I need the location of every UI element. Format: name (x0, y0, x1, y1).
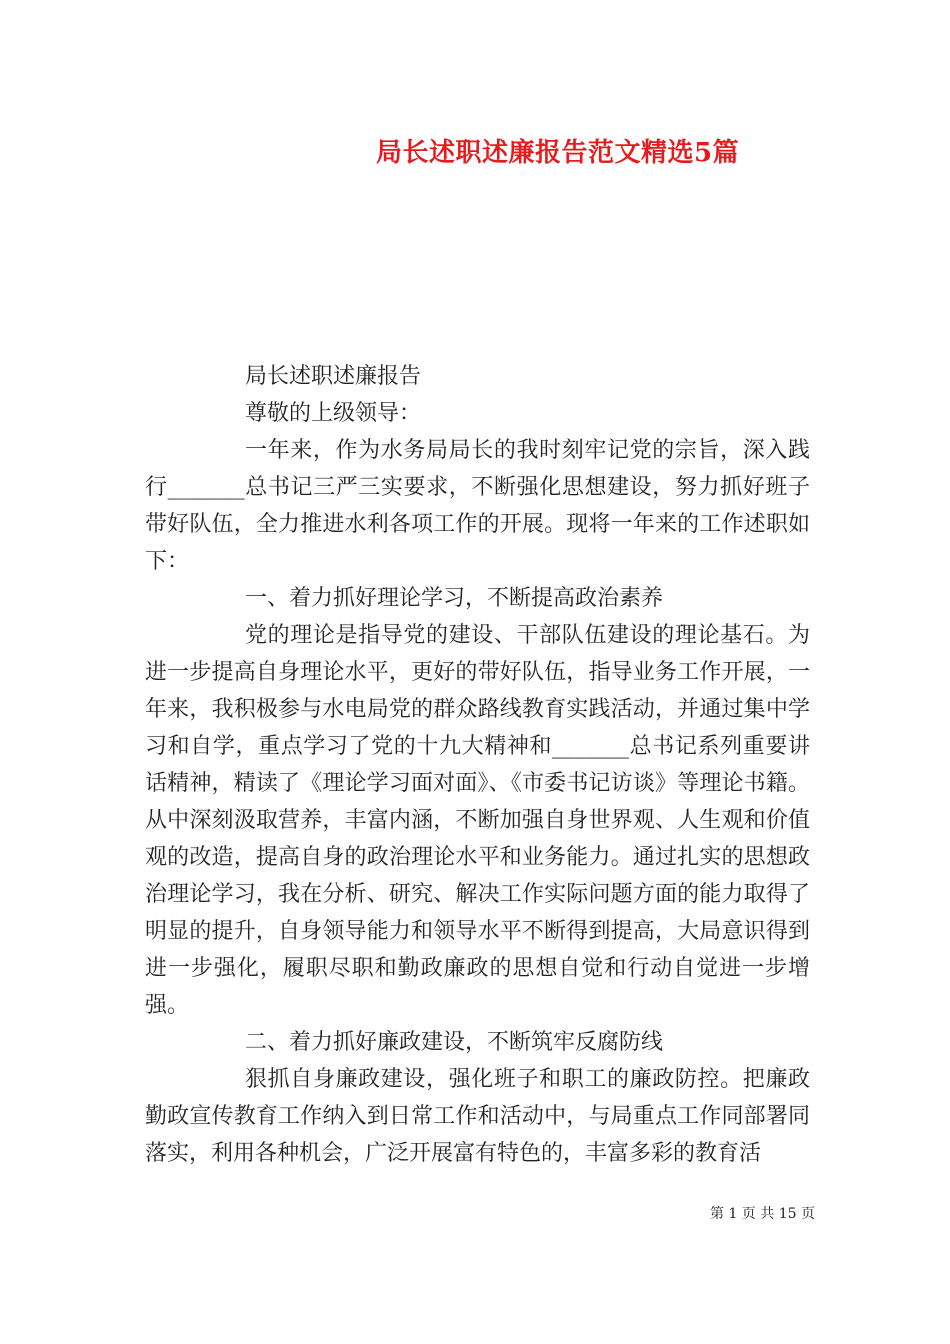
document-body (145, 358, 810, 1172)
paragraph-intro: 一年来，作为水务局局长的我时刻牢记党的宗旨，深入践行_______总书记三严三实要求，不断强化思想建设，努力抓好班子带好队伍，全力推进水利各项工作的开展。现将一年来的工作述职如下： (145, 438, 810, 574)
section-heading-1: 一、着力抓好理论学习，不断提高政治素养 (245, 586, 664, 611)
report-heading: 局长述职述廉报告 (245, 364, 422, 389)
page-number: 第 1 页 共 15 页 (710, 1206, 815, 1222)
salutation: 尊敬的上级领导： (245, 401, 422, 426)
section-heading-2: 二、着力抓好廉政建设，不断筑牢反腐防线 (245, 1030, 664, 1055)
document-title: 局长述职述廉报告范文精选5篇 (376, 138, 740, 168)
paragraph-integrity: 狠抓自身廉政建设，强化班子和职工的廉政防控。把廉政勤政宣传教育工作纳入到日常工作和活动中，与局重点工作同部署同落实，利用各种机会，广泛开展富有特色的，丰富多彩的教育活 (145, 1067, 810, 1166)
paragraph-theory-study: 党的理论是指导党的建设、干部队伍建设的理论基石。为进一步提高自身理论水平，更好的带好队伍，指导业务工作开展，一年来，我积极参与水电局党的群众路线教育实践活动，并通过集中学习和自学，重点学习了党的十九大精神和_______总书记系列重要讲话精神，精读了《理论学习面对面》、《市委书记访谈》等理论书籍。从中深刻汲取营养，丰富内涵，不断加强自身世界观、人生观和价值观的改造，提高自身的政治理论水平和业务能力。通过扎实的思想政治理论学习，我在分析、研究、解决工作实际问题方面的能力取得了明显的提升，自身领导能力和领导水平不断得到提高，大局意识得到进一步强化，履职尽职和勤政廉政的思想自觉和行动自觉进一步增强。 (145, 623, 810, 1018)
